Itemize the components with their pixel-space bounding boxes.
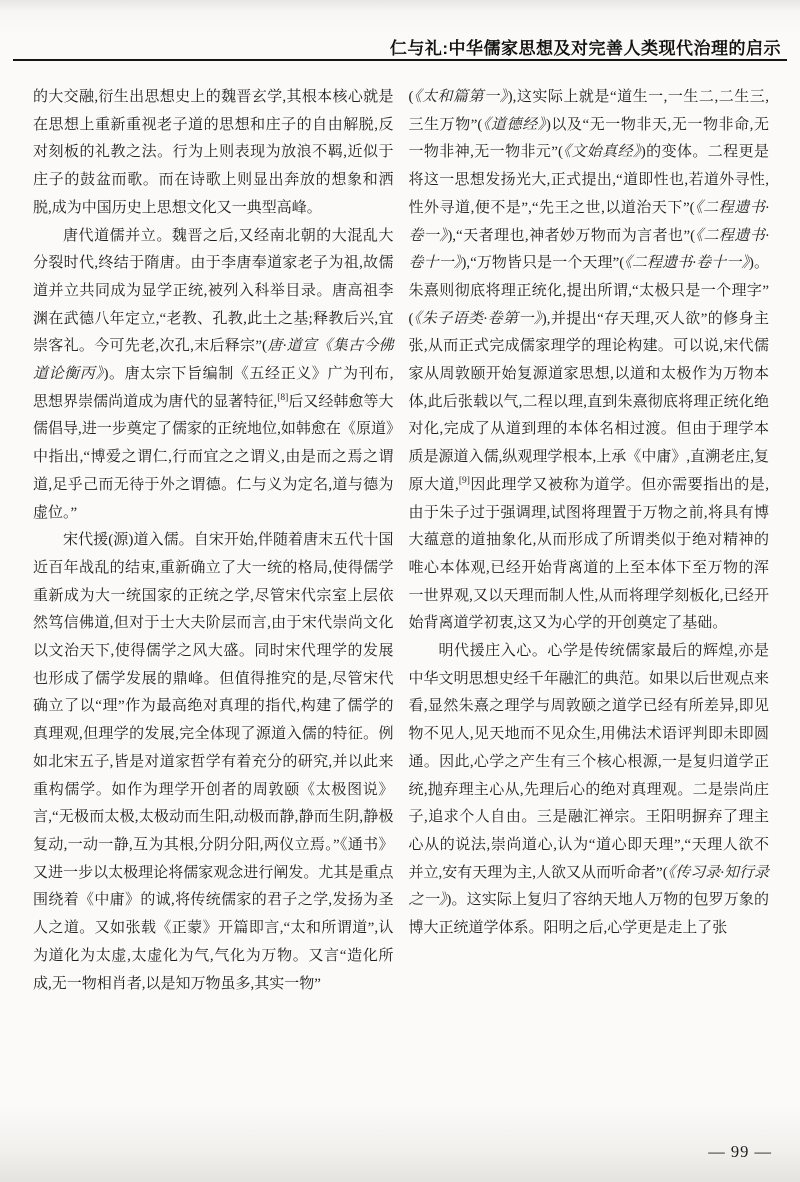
book-title-citation: 唐·道宣《集古今佛道论衡丙》 xyxy=(33,338,394,383)
column-right xyxy=(409,84,770,998)
book-title-citation: 《朱子语类·卷第一》 xyxy=(413,310,542,327)
citation-ref: [8] xyxy=(277,392,289,403)
text-run: ),“天者理也,神者妙万物而为言者也”( xyxy=(447,227,696,244)
book-title-citation: 《文始真经》 xyxy=(562,144,641,161)
page-number: — 99 — xyxy=(708,1142,772,1161)
text-run: )。唐太宗下旨编制《五经正义》广为刊布,思想界崇儒尚道成为唐代的显著特征, xyxy=(33,366,394,410)
book-title-citation: 《二程遗书·卷一》 xyxy=(408,199,769,244)
paragraph xyxy=(409,84,770,638)
book-title-citation: 《二程遗书·卷十一》 xyxy=(408,227,769,272)
text-run: )的变体。二程更是将这一思想发扬光大,正式提出,“道即性也,若道外寻性,性外寻道,便不是”,“先王之世,以道治天下”( xyxy=(408,144,769,216)
book-title-citation: 《太和篇第一》 xyxy=(413,89,508,105)
column-left xyxy=(33,84,394,998)
paragraph xyxy=(33,84,394,223)
paragraph xyxy=(33,527,394,998)
article-body xyxy=(33,84,769,998)
text-run: 的大交融,衍生出思想史上的魏晋玄学,其根本核心就是在思想上重新重视老子道的思想和庄子的自由解脱,反对刻板的礼教之法。行为上则表现为放浪不羁,近似于庄子的鼓盆而歌。而在诗歌上则显出奔放的想象和洒脱,成为中国历史上思想文化又一典型高峰。 xyxy=(33,89,394,216)
text-run: )。这实际上复归了容纳天地人万物的包罗万象的博大正统道学体系。阳明之后,心学更是走上了张 xyxy=(408,892,769,937)
book-title-citation: 《道德经》 xyxy=(482,116,546,133)
citation-ref: [9] xyxy=(458,475,470,486)
text-run: 明代援庄入心。心学是传统儒家最后的辉煌,亦是中华文明思想史经千年融汇的典范。如果以后世观点来看,显然朱熹之理学与周敦颐之道学已经有所差异,即见物不见人,见天地而不见众生,用佛法术语评判即未即圆通。因此,心学之产生有三个核心根源,一是复归道学正统,抛弃理主心从,先理后心的绝对真理观。二是崇尚庄子,追求个人自由。三是融汇禅宗。王阳明摒弃了理主心从的说法,崇尚道心,认为“道心即天理”,“天理人欲不并立,安有天理为主,人欲又从而听命者”( xyxy=(408,643,769,881)
text-run: 宋代援(源)道入儒。自宋开始,伴随着唐末五代十国近百年战乱的结束,重新确立了大一统的格局,使得儒学重新成为大一统国家的正统之学,尽管宋代宗室上层依然笃信佛道,但对于士大夫阶层而言,由于宋代崇尚文化以文治天下,使得儒学之风大盛。同时宋代理学的发展也形成了儒学发展的鼎峰。但值得推究的是,尽管宋代确立了以“理”作为最高绝对真理的指代,构建了儒学的真理观,但理学的发展,完全体现了源道入儒的特征。例如北宋五子,皆是对道家哲学有着充分的研究,并以此来重构儒学。如作为理学开创者的周敦颐《太极图说》言,“无极而太极,太极动而生阳,动极而静,静而生阴,静极复动,一动一静,互为其根,分阴分阳,两仪立焉。”《通书》又进一步以太极理论将儒家观念进行阐发。尤其是重点围绕着《中庸》的诚,将传统儒家的君子之学,发扬为圣人之道。又如张载《正蒙》开篇即言,“太和所谓道”,认为道化为太虚,太虚化为气,气化为万物。又言“造化所成,无一物相肖者,以是知万物虽多,其实一物” xyxy=(33,532,394,992)
text-run: 因此理学又被称为道学。但亦需要指出的是,由于朱子过于强调理,试图将理置于万物之前,将具有博大蕴意的道抽象化,从而形成了所谓类似于绝对精神的唯心本体观,已经开始背离道的上至本体下至万物的浑一世界观,又以天理而制人性,从而将理学刻板化,已经开始背离道学初衷,这又为心学的开创奠定了基础。 xyxy=(408,476,769,632)
paragraph xyxy=(409,638,770,943)
header-rule xyxy=(13,59,787,61)
book-title-citation: 《传习录·知行录之一》 xyxy=(408,864,769,909)
text-run: ),并提出“存天理,灭人欲”的修身主张,从而正式完成儒家理学的理论构建。可以说,宋代儒家从周敦颐开始复源道家思想,以道和太极作为万物本体,此后张载以气,二程以理,直到朱熹彻底将理正统化绝对化,完成了从道到理的本体名相过渡。但由于理学本质是源道入儒,纵观理学根本,上承《中庸》,直溯老庄,复原大道, xyxy=(408,310,769,493)
text-run: )。朱熹则彻底将理正统化,提出所谓,“太极只是一个理字”( xyxy=(408,255,769,327)
book-title-citation: 《二程遗书·卷十一》 xyxy=(624,255,749,272)
text-run: ),“万物皆只是一个天理”( xyxy=(461,255,625,272)
paragraph xyxy=(33,223,394,528)
text-run: 唐代道儒并立。魏晋之后,又经南北朝的大混乱大分裂时代,终结于隋唐。由于李唐奉道家老子为祖,故儒道并立共同成为显学正统,被列入科举目录。唐高祖李渊在武德八年定立,“老教、孔教,此土之基;释教后兴,宜崇客礼。今可先老,次孔,末后释宗”( xyxy=(33,227,394,355)
text-run: 后又经韩愈等大儒倡导,进一步奠定了儒家的正统地位,如韩愈在《原道》中指出,“博爱之谓仁,行而宜之之谓义,由是而之焉之谓道,足乎己而无待于外之谓德。仁与义为定名,道与德为虚位。” xyxy=(33,393,394,521)
text-run: )以及“无一物非天,无一物非命,无一物非神,无一物非元”( xyxy=(408,116,769,161)
text-run: ( xyxy=(408,89,414,105)
text-run: ),这实际上就是“道生一,一生二,二生三,三生万物”( xyxy=(408,89,769,133)
running-title: 仁与礼:中华儒家思想及对完善人类现代治理的启示 xyxy=(389,39,781,58)
